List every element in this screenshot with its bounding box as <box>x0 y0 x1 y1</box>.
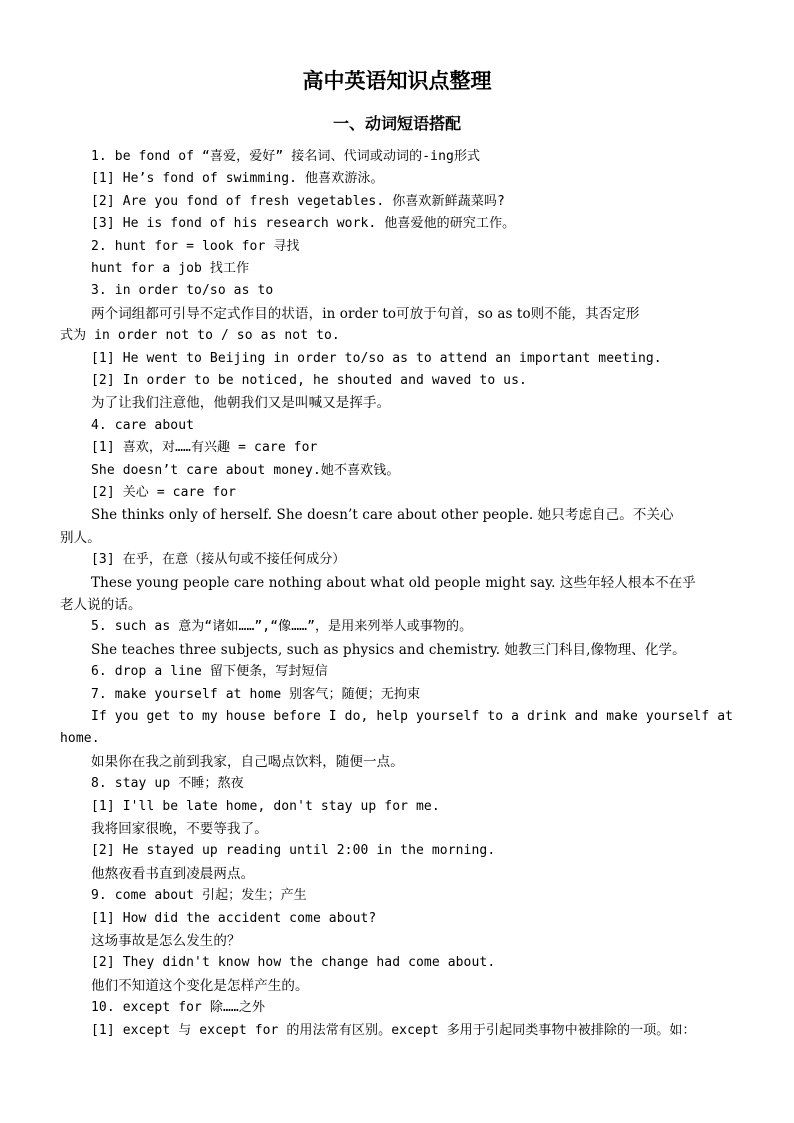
document-title: 高中英语知识点整理 <box>302 69 492 93</box>
text-line: 7. make yourself at home 别客气；随便；无拘束 <box>91 686 421 702</box>
text-line: 别人。 <box>60 529 101 546</box>
text-line: These young people care nothing about what old people might say. 这些年轻人根本不在乎 <box>91 574 696 591</box>
text-line: 老人说的话。 <box>60 597 142 613</box>
text-line: [1] except 与 except for 的用法常有区别。except 多用于引起同类事物中被排除的一项。如： <box>91 1022 696 1038</box>
text-line: 2. hunt for = look for 寻找 <box>91 238 300 254</box>
text-line: 1. be fond of “喜爱，爱好” 接名词、代词或动词的-ing形式 <box>91 149 481 164</box>
text-line: [2] They didn't know how the change had come about. <box>91 955 496 971</box>
text-line: 式为 in order not to / so as not to. <box>60 328 340 344</box>
text-line: [2] In order to be noticed, he shouted and waved to us. <box>91 373 527 388</box>
text-line: [1] He’s fond of swimming. 他喜欢游泳。 <box>91 171 384 187</box>
text-line: She doesn’t care about money.她不喜欢钱。 <box>91 462 400 478</box>
text-line: [2] He stayed up reading until 2:00 in the morning. <box>91 843 496 859</box>
text-line: home. <box>60 731 100 747</box>
section-heading: 一、动词短语搭配 <box>332 114 461 133</box>
text-line: 8. stay up 不睡；熬夜 <box>91 776 244 792</box>
text-line: 他熬夜看书直到凌晨两点。 <box>91 865 255 882</box>
text-line: [3] 在乎，在意（接从句或不接任何成分） <box>91 552 346 568</box>
text-line: 4. care about <box>91 417 195 433</box>
text-line: [1] I'll be late home, don't stay up for me. <box>91 798 440 814</box>
text-line: [1] How did the accident come about? <box>91 910 377 926</box>
text-line: hunt for a job 找工作 <box>91 261 250 276</box>
text-line: [1] He went to Beijing in order to/so as to attend an important meeting. <box>91 350 662 366</box>
text-line: 为了让我们注意他，他朝我们又是叫喊又是挥手。 <box>91 395 391 412</box>
text-line: She teaches three subjects, such as physics and chemistry. 她教三门科目,像物理、化学。 <box>91 641 686 658</box>
text-line: 两个词组都可引导不定式作目的状语，in order to可放于句首，so as to则不能，其否定形 <box>91 305 640 322</box>
text-line: [2] Are you fond of fresh vegetables. 你喜欢新鲜蔬菜吗? <box>91 193 505 209</box>
text-line: 10. except for 除……之外 <box>91 1000 266 1016</box>
text-line: [1] 喜欢，对……有兴趣 = care for <box>91 440 318 456</box>
text-line: 如果你在我之前到我家，自己喝点饮料，随便一点。 <box>91 753 404 770</box>
text-line: [2] 关心 = care for <box>91 485 237 500</box>
text-line: 9. come about 引起；发生；产生 <box>91 888 307 904</box>
text-line: 我将回家很晚，不要等我了。 <box>91 821 268 837</box>
text-line: 5. such as 意为“诸如……”,“像……”，是用来列举人或事物的。 <box>91 619 473 635</box>
text-line: 这场事故是怎么发生的？ <box>91 933 241 949</box>
text-line: 他们不知道这个变化是怎样产生的。 <box>91 977 309 994</box>
text-line: She thinks only of herself. She doesn’t care about other people. 她只考虑自己。不关心 <box>91 507 674 524</box>
text-line: 6. drop a line 留下便条，写封短信 <box>91 664 328 680</box>
text-line: If you get to my house before I do, help yourself to a drink and make yourself at <box>91 709 734 724</box>
text-line: 3. in order to/so as to <box>91 283 274 299</box>
text-line: [3] He is fond of his research work. 他喜爱他的研究工作。 <box>91 216 516 232</box>
